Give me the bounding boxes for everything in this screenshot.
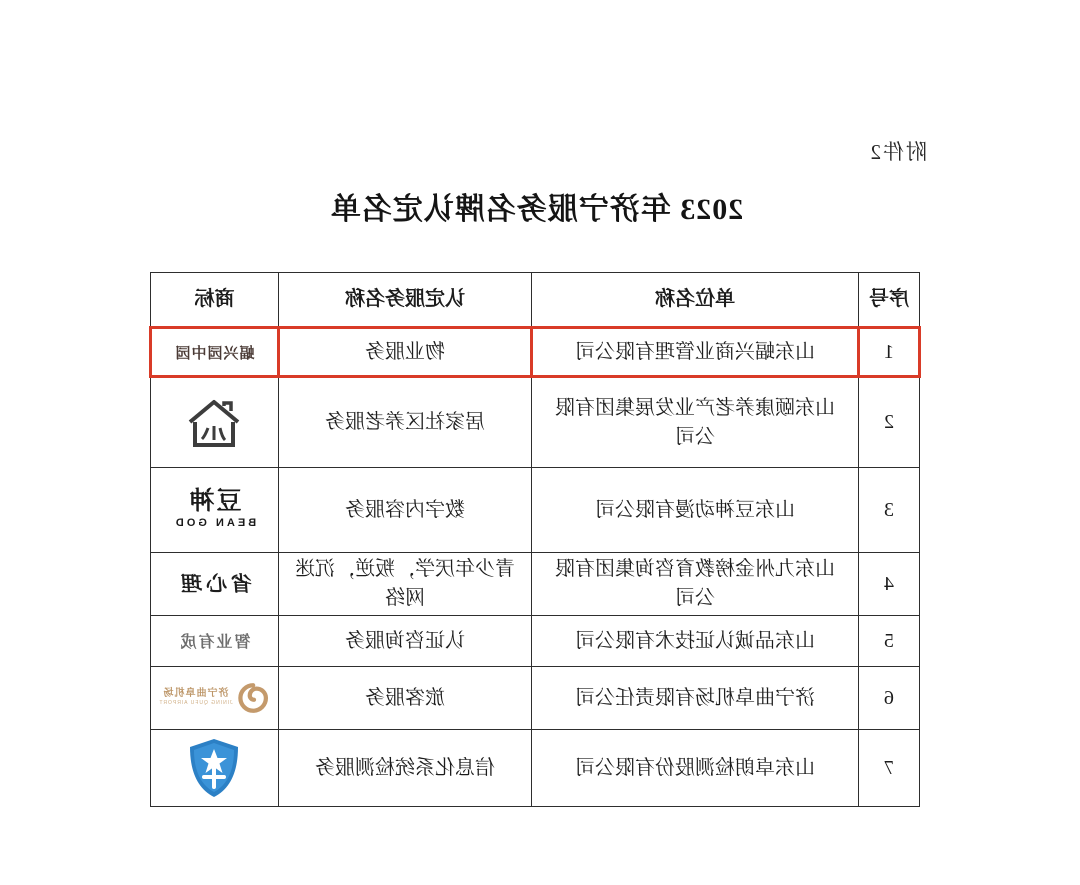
brand-table bbox=[149, 272, 921, 807]
xinli-brand-text: 省心理 bbox=[176, 571, 253, 596]
table-row-6 bbox=[151, 667, 920, 730]
airport-logo bbox=[157, 681, 272, 715]
table-row-4 bbox=[151, 553, 920, 616]
row1-no: 1 bbox=[859, 328, 920, 377]
row6-no: 6 bbox=[859, 667, 920, 730]
row2-service: 居家社区养老服务 bbox=[279, 377, 532, 468]
beangod-logo-subtext: BEAN GOD bbox=[172, 516, 257, 529]
row3-trademark bbox=[151, 468, 279, 553]
page-title: 2023 年济宁服务名牌认定名单 bbox=[329, 193, 744, 226]
shield-logo-icon bbox=[188, 737, 242, 799]
row4-service: 青少年厌学，叛逆，沉迷网络 bbox=[279, 553, 532, 616]
row5-service: 认证咨询服务 bbox=[279, 616, 532, 667]
row1-trademark bbox=[151, 328, 279, 377]
row6-company: 济宁曲阜机场有限责任公司 bbox=[532, 667, 859, 730]
airport-logo-textblock bbox=[158, 688, 232, 707]
zhiye-brand-text: 智业有成 bbox=[178, 633, 251, 651]
header-trademark: 商标 bbox=[151, 273, 279, 328]
row2-trademark bbox=[151, 377, 279, 468]
airport-logo-caption: JINING QUFU AIRPORT bbox=[158, 700, 233, 707]
row3-no: 3 bbox=[859, 468, 920, 553]
row1-company: 山东蝠兴商业管理有限公司 bbox=[532, 328, 859, 377]
table-row-2 bbox=[151, 377, 920, 468]
house-logo-icon bbox=[184, 395, 246, 451]
row4-no: 4 bbox=[859, 553, 920, 616]
header-company: 单位名称 bbox=[532, 273, 859, 328]
row6-trademark bbox=[151, 667, 279, 730]
swirl-logo-icon bbox=[237, 681, 271, 715]
table-row-1-highlighted bbox=[151, 328, 920, 377]
row5-company: 山东品诚认证技术有限公司 bbox=[532, 616, 859, 667]
beangod-logo-text: 豆神 bbox=[187, 488, 242, 516]
row7-trademark bbox=[151, 730, 279, 807]
row7-no: 7 bbox=[859, 730, 920, 807]
row4-trademark bbox=[151, 553, 279, 616]
table-row-5 bbox=[151, 616, 920, 667]
row4-company: 山东九州金榜教育咨询集团有限公司 bbox=[532, 553, 859, 616]
row6-service: 旅客服务 bbox=[279, 667, 532, 730]
row5-no: 5 bbox=[859, 616, 920, 667]
row5-trademark bbox=[151, 616, 279, 667]
row3-company: 山东豆神动漫有限公司 bbox=[532, 468, 859, 553]
row1-service: 物业服务 bbox=[279, 328, 532, 377]
row3-service: 数字内容服务 bbox=[279, 468, 532, 553]
row7-company: 山东卓朗检测股份有限公司 bbox=[532, 730, 859, 807]
table-row-3 bbox=[151, 468, 920, 553]
table-header-row bbox=[151, 273, 920, 328]
header-no: 序号 bbox=[859, 273, 920, 328]
row2-no: 2 bbox=[859, 377, 920, 468]
attachment-label: 附件2 bbox=[868, 140, 927, 164]
brand-table-wrapper bbox=[149, 272, 921, 807]
fuxing-brand-text: 蝠兴园中园 bbox=[174, 345, 255, 362]
table-row-7 bbox=[151, 730, 920, 807]
row2-company: 山东颐康养老产业发展集团有限公司 bbox=[532, 377, 859, 468]
row7-service: 信息化系统检测服务 bbox=[279, 730, 532, 807]
airport-logo-text: 济宁曲阜机场 bbox=[162, 688, 229, 700]
header-service: 认定服务名称 bbox=[279, 273, 532, 328]
